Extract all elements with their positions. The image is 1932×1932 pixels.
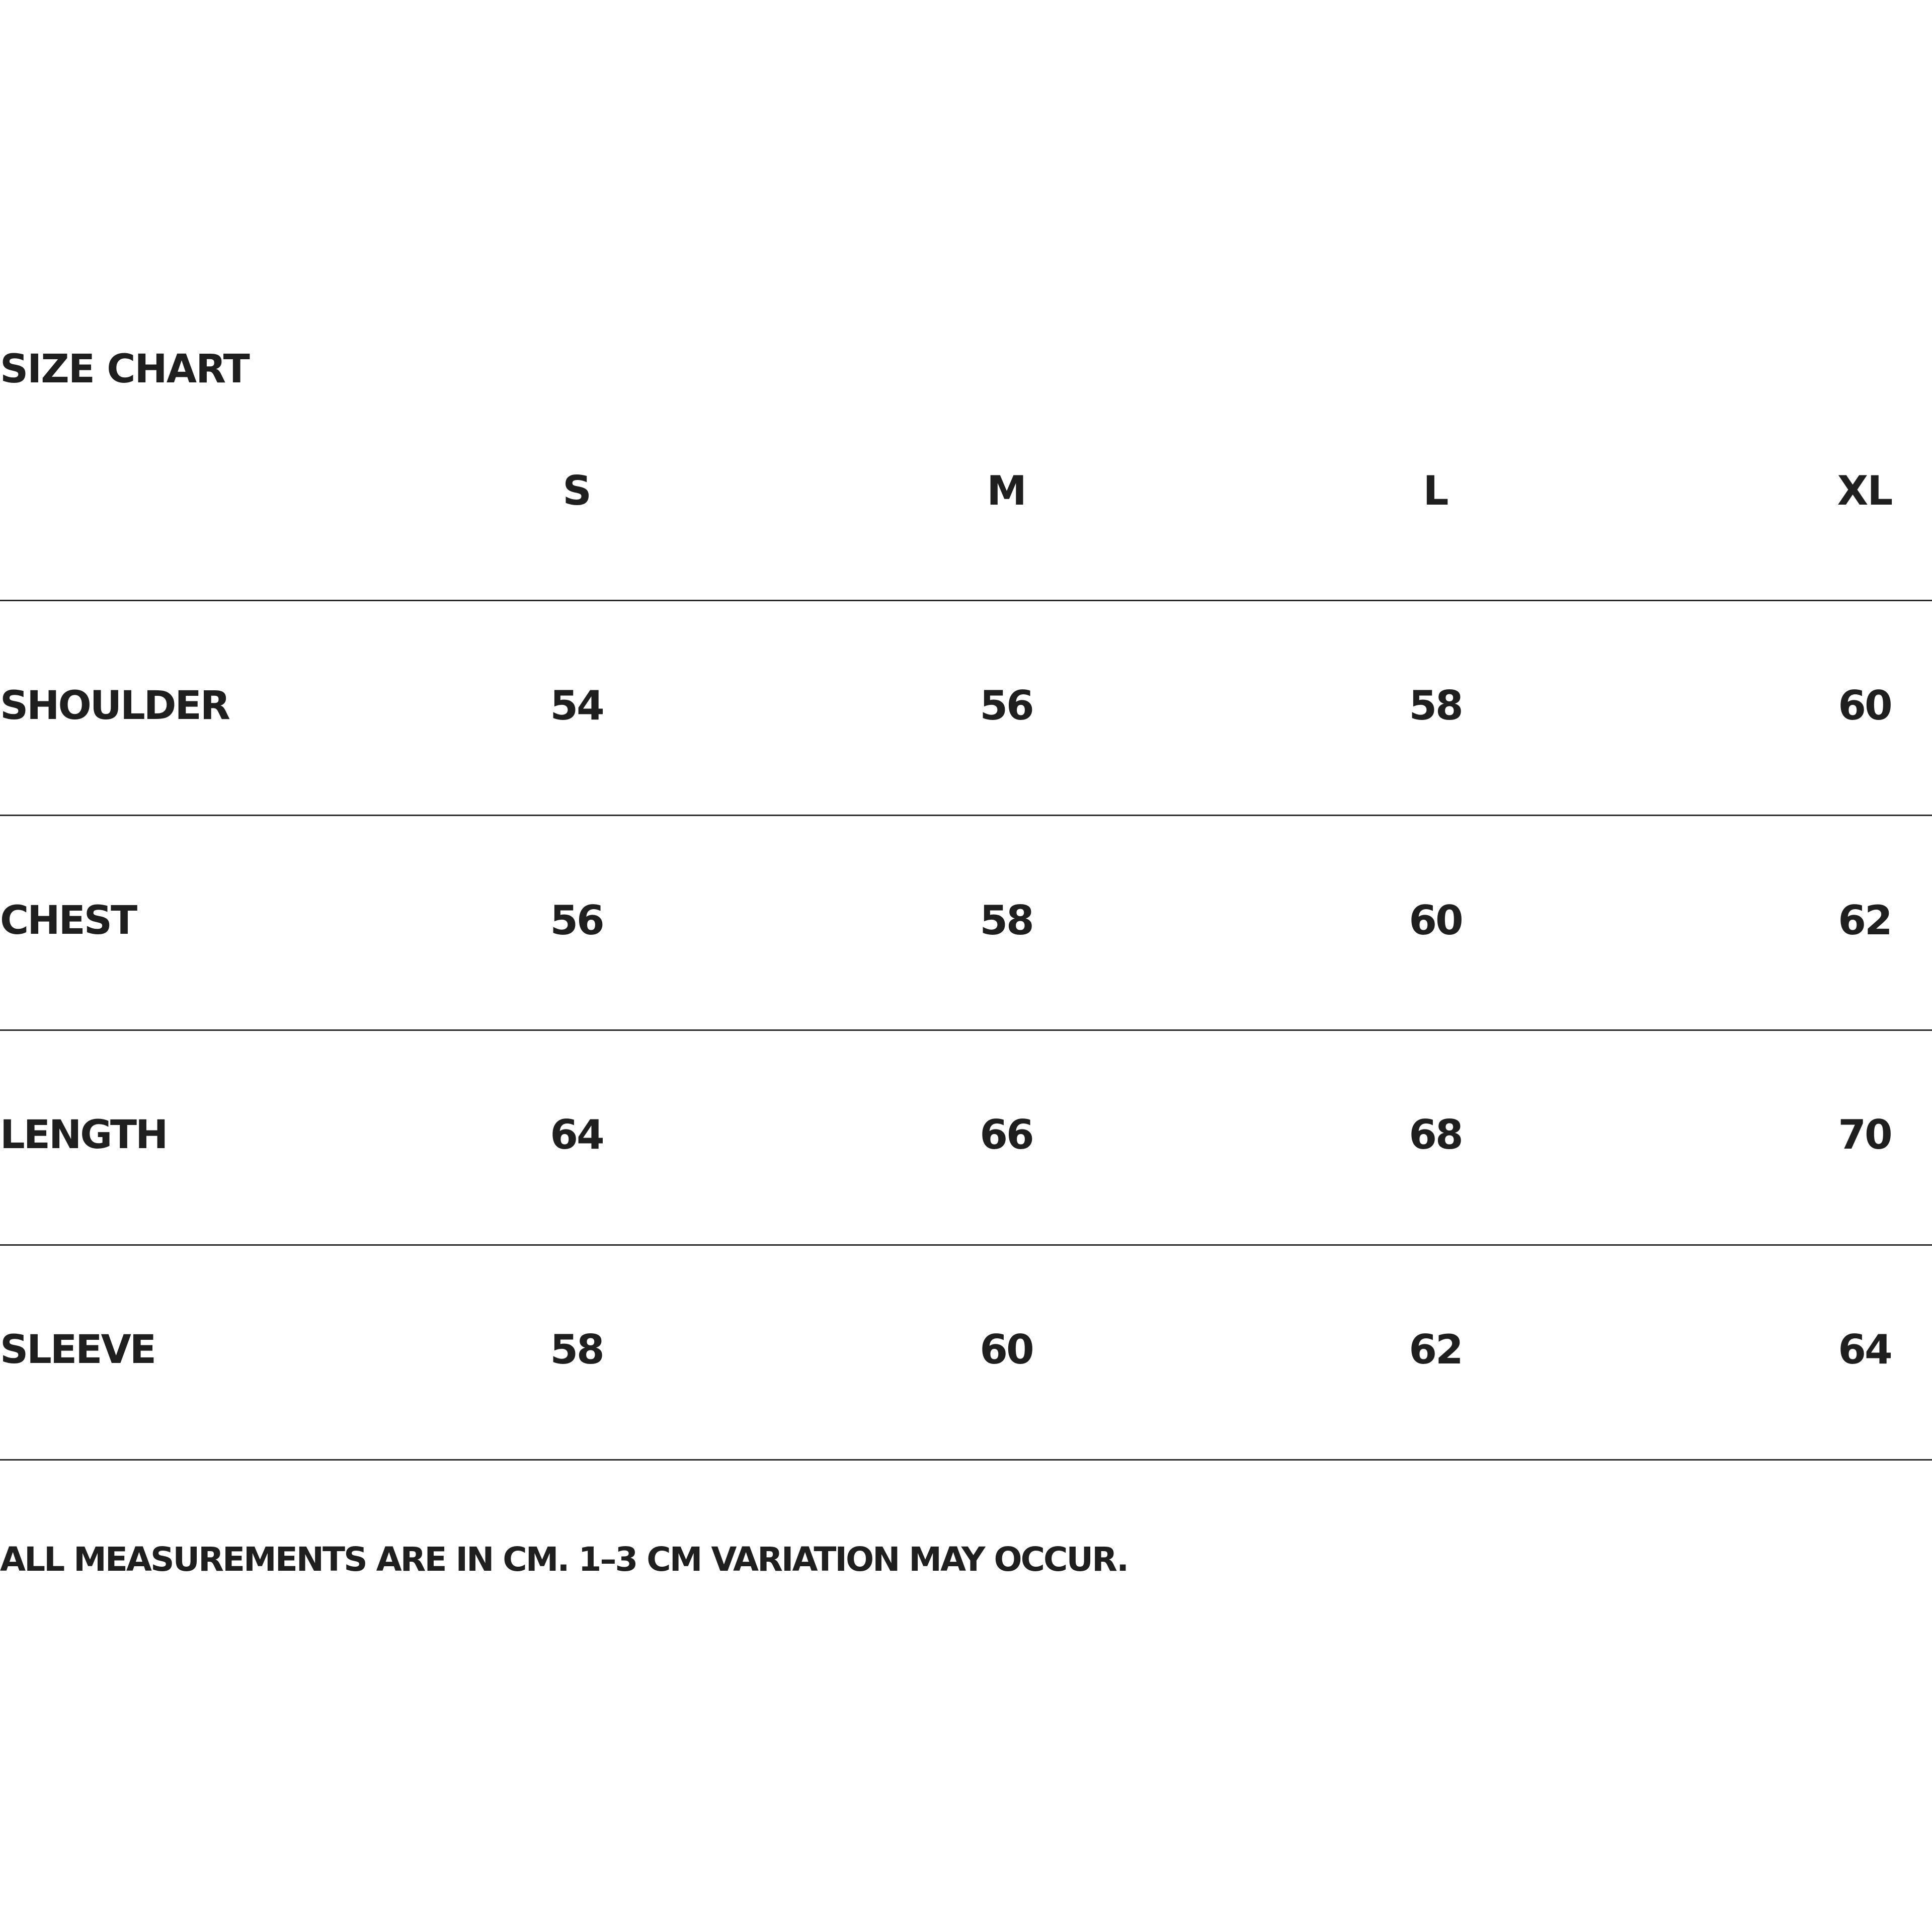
table-cell: 64 — [550, 1111, 603, 1158]
table-cell: 54 — [550, 682, 603, 729]
column-header-xl: XL — [1837, 467, 1892, 514]
row-label: CHEST — [0, 898, 136, 943]
row-label: SHOULDER — [0, 683, 229, 729]
table-divider — [0, 1459, 1932, 1461]
measurement-note: ALL MEASUREMENTS ARE IN CM. 1–3 CM VARIATION MAY OCCUR. — [0, 1540, 1128, 1579]
table-cell: 58 — [550, 1326, 603, 1373]
table-row-length — [0, 1107, 1932, 1163]
column-header-m: M — [987, 467, 1026, 514]
table-divider — [0, 815, 1932, 816]
table-cell: 58 — [1409, 682, 1462, 729]
table-divider — [0, 1029, 1932, 1031]
table-cell: 58 — [980, 897, 1033, 944]
table-cell: 64 — [1838, 1326, 1891, 1373]
table-row-chest — [0, 893, 1932, 949]
table-cell: 66 — [980, 1111, 1033, 1158]
table-cell: 62 — [1838, 897, 1891, 944]
table-divider — [0, 600, 1932, 601]
table-cell: 60 — [980, 1326, 1033, 1373]
table-cell: 68 — [1409, 1111, 1462, 1158]
row-label: SLEEVE — [0, 1327, 155, 1373]
table-cell: 60 — [1409, 897, 1462, 944]
table-row-sleeve — [0, 1322, 1932, 1378]
table-cell: 56 — [980, 682, 1033, 729]
table-divider — [0, 1244, 1932, 1246]
table-cell: 56 — [550, 897, 603, 944]
table-cell: 62 — [1409, 1326, 1462, 1373]
column-header-l: L — [1423, 467, 1448, 514]
size-header-row — [0, 463, 1932, 519]
table-cell: 60 — [1838, 682, 1891, 729]
column-header-s: S — [562, 467, 591, 514]
table-cell: 70 — [1838, 1111, 1891, 1158]
row-label: LENGTH — [0, 1112, 167, 1158]
size-chart-title: SIZE CHART — [0, 347, 249, 392]
table-row-shoulder — [0, 678, 1932, 734]
